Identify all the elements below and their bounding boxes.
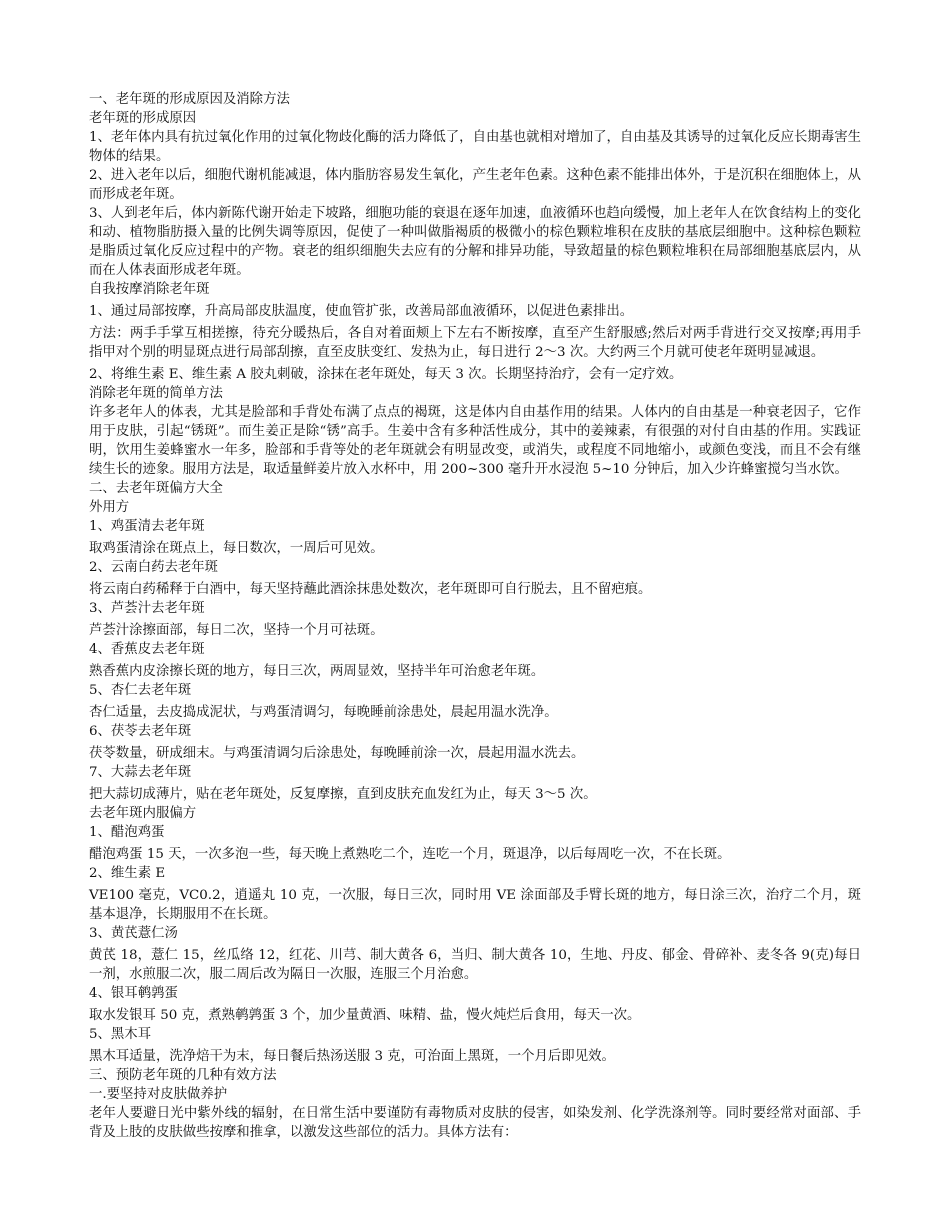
text-line: 消除老年斑的简单方法 — [89, 386, 223, 401]
text-line: 一、老年斑的形成原因及消除方法 — [89, 92, 290, 107]
text-line: 将云南白药稀释于白酒中，每天坚持蘸此酒涂抹患处数次，老年斑即可自行脱去，且不留疤痕。 — [89, 582, 652, 597]
document-body — [89, 90, 861, 1142]
text-line: 6、茯苓去老年斑 — [89, 724, 192, 739]
text-line: 芦荟汁涂擦面部，每日二次，坚持一个月可祛斑。 — [89, 623, 384, 638]
text-line: 2、维生素 E — [89, 866, 166, 881]
text-line: 7、大蒜去老年斑 — [89, 765, 192, 780]
text-line: 4、银耳鹌鹑蛋 — [89, 986, 178, 1001]
text-line: 5、杏仁去老年斑 — [89, 683, 192, 698]
paragraph: 2、进入老年以后，细胞代谢机能减退，体内脂肪容易发生氧化，产生老年色素。这种色素不能排出体外，于是沉积在细胞体上，从而形成老年斑。 — [89, 168, 861, 202]
paragraph: 方法：两手手掌互相搓擦，待充分暖热后，各自对着面颊上下左右不断按摩，直至产生舒服感;然后对两手背进行交叉按摩;再用手指甲对个别的明显斑点进行局部刮擦，直至皮肤变红、发热为止，每日进行 2～3 次。大约两三个月就可使老年斑明显减退。 — [89, 326, 861, 360]
text-line: 2、将维生素 E、维生素 A 胶丸刺破，涂抹在老年斑处，每天 3 次。长期坚持治疗，会有一定疗效。 — [89, 367, 683, 382]
text-line: 1、醋泡鸡蛋 — [89, 825, 165, 840]
text-line: 1、鸡蛋清去老年斑 — [89, 519, 205, 534]
paragraph: 1、老年体内具有抗过氧化作用的过氧化物歧化酶的活力降低了，自由基也就相对增加了，自由基及其诱导的过氧化反应长期毒害生物体的结果。 — [89, 130, 861, 164]
text-line: 4、香蕉皮去老年斑 — [89, 642, 205, 657]
text-line: 茯苓数量，研成细末。与鸡蛋清调匀后涂患处，每晚睡前涂一次，晨起用温水洗去。 — [89, 746, 585, 761]
text-line: 自我按摩消除老年斑 — [89, 282, 210, 297]
text-line: 把大蒜切成薄片，贴在老年斑处，反复摩擦，直到皮肤充血发红为止，每天 3～5 次。 — [89, 787, 597, 802]
text-line: 黑木耳适量，洗净焙干为末，每日餐后热汤送服 3 克，可治面上黑斑，一个月后即见效。 — [89, 1049, 615, 1064]
paragraph: 许多老年人的体表，尤其是脸部和手背处布满了点点的褐斑，这是体内自由基作用的结果。人体内的自由基是一种衰老因子，它作用于皮肤，引起“锈斑”。而生姜正是除“锈”高手。生姜中含有多种活性成分，其中的姜辣素，有很强的对付自由基的作用。实践证明，饮用生姜蜂蜜水一年多，脸部和手背等处的老年斑就会有明显改变，或消失，或程度不同地缩小，或颜色变浅，而且不会有继续生长的迹象。服用方法是，取适量鲜姜片放入水杯中，用 200~300 毫升开水浸泡 5~10 分钟后，加入少许蜂蜜搅匀当水饮。 — [89, 405, 861, 477]
text-line: 去老年斑内服偏方 — [89, 806, 197, 821]
text-line: 杏仁适量，去皮捣成泥状，与鸡蛋清调匀，每晚睡前涂患处，晨起用温水洗净。 — [89, 705, 558, 720]
paragraph: 黄芪 18，薏仁 15，丝瓜络 12，红花、川芎、制大黄各 6，当归、制大黄各 10，生地、丹皮、郁金、骨碎补、麦冬各 9(克)每日一剂，水煎服二次，服二周后改为隔日一次服，连服三个月治愈。 — [89, 948, 861, 982]
text-line: 一.要坚持对皮肤做养护 — [89, 1087, 228, 1102]
text-line: 3、芦荟汁去老年斑 — [89, 601, 205, 616]
paragraph: VE100 毫克，VC0.2，逍遥丸 10 克，一次服，每日三次，同时用 VE 涂面部及手臂长斑的地方，每日涂三次，治疗二个月，斑基本退净，长期服用不在长斑。 — [89, 888, 861, 922]
text-line: 1、通过局部按摩，升高局部皮肤温度，使血管扩张，改善局部血液循环，以促进色素排出。 — [89, 304, 634, 319]
text-line: 老年斑的形成原因 — [89, 111, 197, 126]
text-line: 取水发银耳 50 克，煮熟鹌鹑蛋 3 个，加少量黄酒、味精、盐，慢火炖烂后食用，每天一次。 — [89, 1008, 641, 1023]
paragraph: 3、人到老年后，体内新陈代谢开始走下坡路，细胞功能的衰退在逐年加速，血液循环也趋向缓慢，加上老年人在饮食结构上的变化和动、植物脂肪摄入量的比例失调等原因，促使了一种叫做脂褐质的极微小的棕色颗粒堆积在皮肤的基底层细胞中。这种棕色颗粒是脂质过氧化反应过程中的产物。衰老的组织细胞失去应有的分解和排异功能，导致超量的棕色颗粒堆积在局部细胞基底层内，从而在人体表面形成老年斑。 — [89, 206, 861, 278]
text-line: 二、去老年斑偏方大全 — [89, 481, 223, 496]
text-line: 3、黄芪薏仁汤 — [89, 926, 178, 941]
text-line: 外用方 — [89, 500, 130, 515]
text-line: 熟香蕉内皮涂擦长斑的地方，每日三次，两周显效，坚持半年可治愈老年斑。 — [89, 664, 545, 679]
text-line: 三、预防老年斑的几种有效方法 — [89, 1068, 277, 1083]
text-line: 5、黑木耳 — [89, 1027, 152, 1042]
text-line: 取鸡蛋清涂在斑点上，每日数次，一周后可见效。 — [89, 541, 384, 556]
text-line: 2、云南白药去老年斑 — [89, 560, 219, 575]
text-line: 醋泡鸡蛋 15 天，一次多泡一些，每天晚上煮熟吃二个，连吃一个月，斑退净，以后每周吃一次，不在长斑。 — [89, 847, 731, 862]
paragraph: 老年人要避日光中紫外线的辐射，在日常生活中要谨防有毒物质对皮肤的侵害，如染发剂、化学洗涤剂等。同时要经常对面部、手背及上肢的皮肤做些按摩和推拿，以激发这些部位的活力。具体方法有： — [89, 1106, 861, 1140]
